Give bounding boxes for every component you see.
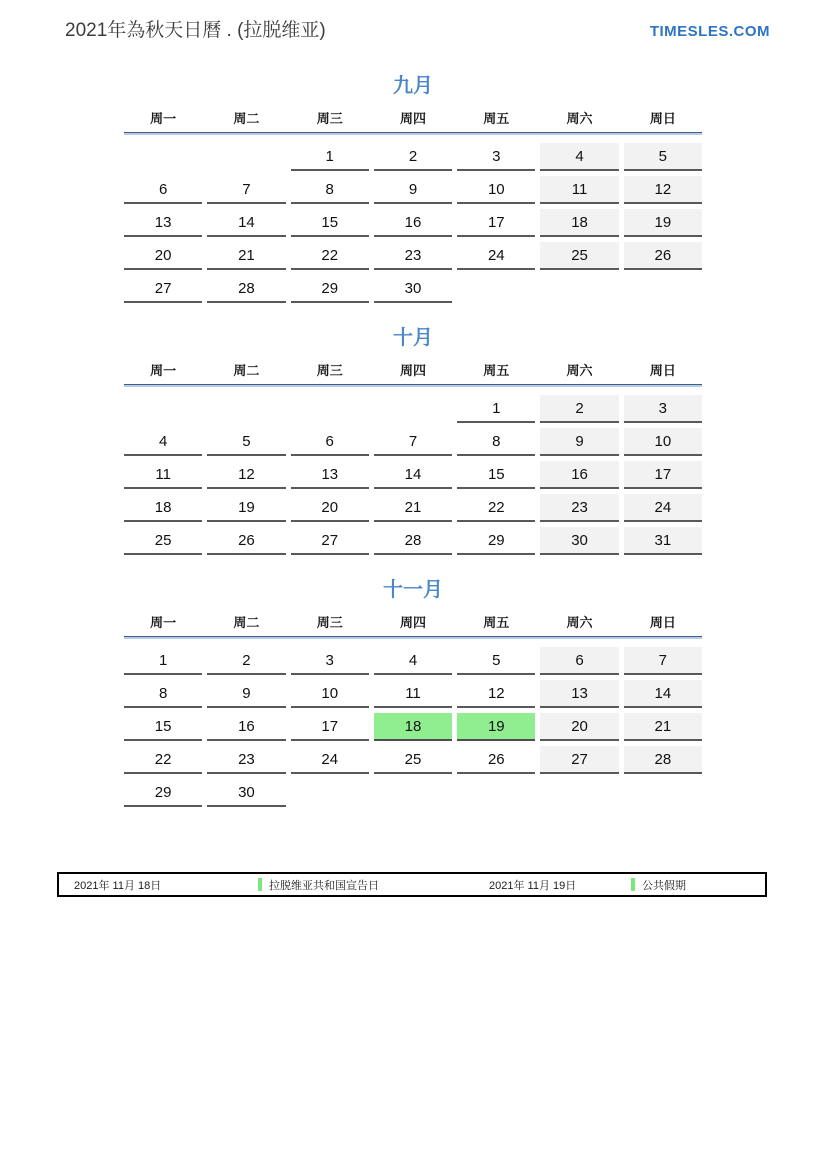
week-row bbox=[124, 395, 702, 423]
holiday-marker-icon bbox=[631, 878, 635, 891]
legend-label-1: 拉脱维亚共和国宣告日 bbox=[269, 879, 379, 892]
weekday-underline bbox=[124, 384, 702, 387]
day-cell: 12 bbox=[207, 461, 285, 489]
day-cell: 24 bbox=[457, 242, 535, 270]
page-header bbox=[0, 0, 827, 42]
day-cell: 8 bbox=[124, 680, 202, 708]
day-cell: 21 bbox=[374, 494, 452, 522]
day-cell-weekend: 21 bbox=[624, 713, 702, 741]
day-cell: 24 bbox=[291, 746, 369, 774]
week-row bbox=[124, 176, 702, 204]
day-cell: 10 bbox=[291, 680, 369, 708]
week-row bbox=[124, 461, 702, 489]
day-cell: 15 bbox=[124, 713, 202, 741]
day-cell: 13 bbox=[124, 209, 202, 237]
week-row bbox=[124, 527, 702, 555]
day-cell: 26 bbox=[207, 527, 285, 555]
day-cell: 8 bbox=[291, 176, 369, 204]
day-cell: 27 bbox=[124, 275, 202, 303]
day-cell-weekend: 27 bbox=[540, 746, 618, 774]
day-cell-holiday: 19 bbox=[457, 713, 535, 741]
day-cell: 2 bbox=[207, 647, 285, 675]
month-title: 十一月 bbox=[383, 579, 443, 601]
day-cell: 1 bbox=[124, 647, 202, 675]
weekday-label: 周三 bbox=[316, 615, 343, 630]
day-cell: 29 bbox=[457, 527, 535, 555]
weekday-label: 周五 bbox=[483, 363, 510, 378]
day-cell: 17 bbox=[291, 713, 369, 741]
weekday-label: 周六 bbox=[566, 363, 593, 378]
calendar-months bbox=[124, 74, 702, 807]
day-cell-weekend: 9 bbox=[540, 428, 618, 456]
day-cell-empty bbox=[207, 143, 285, 171]
day-cell: 12 bbox=[457, 680, 535, 708]
day-cell-weekend: 16 bbox=[540, 461, 618, 489]
month-grid bbox=[124, 395, 702, 555]
day-cell: 5 bbox=[207, 428, 285, 456]
legend-item-2 bbox=[631, 877, 686, 893]
weekday-label: 周一 bbox=[150, 111, 177, 126]
day-cell-weekend: 31 bbox=[624, 527, 702, 555]
day-cell-weekend: 2 bbox=[540, 395, 618, 423]
weekday-label: 周一 bbox=[150, 615, 177, 630]
day-cell: 11 bbox=[374, 680, 452, 708]
day-cell: 6 bbox=[124, 176, 202, 204]
day-cell: 1 bbox=[457, 395, 535, 423]
day-cell: 7 bbox=[207, 176, 285, 204]
week-row bbox=[124, 209, 702, 237]
day-cell: 3 bbox=[291, 647, 369, 675]
day-cell-weekend: 6 bbox=[540, 647, 618, 675]
month-grid bbox=[124, 647, 702, 807]
month-block-1 bbox=[124, 74, 702, 303]
day-cell: 28 bbox=[207, 275, 285, 303]
weekday-label: 周二 bbox=[233, 615, 260, 630]
month-title: 十月 bbox=[393, 327, 433, 349]
weekday-label: 周四 bbox=[399, 363, 426, 378]
day-cell-empty bbox=[624, 275, 702, 303]
week-row bbox=[124, 647, 702, 675]
weekday-label: 周五 bbox=[483, 111, 510, 126]
day-cell-empty bbox=[540, 275, 618, 303]
day-cell-weekend: 17 bbox=[624, 461, 702, 489]
day-cell: 26 bbox=[457, 746, 535, 774]
day-cell-weekend: 4 bbox=[540, 143, 618, 171]
day-cell-weekend: 12 bbox=[624, 176, 702, 204]
weekday-label: 周四 bbox=[399, 111, 426, 126]
legend-label-2: 公共假期 bbox=[642, 879, 686, 892]
day-cell: 22 bbox=[124, 746, 202, 774]
page-title: 2021年為秋天日曆 . (拉脱维亚) bbox=[65, 20, 326, 41]
week-row bbox=[124, 680, 702, 708]
day-cell-weekend: 10 bbox=[624, 428, 702, 456]
day-cell: 16 bbox=[207, 713, 285, 741]
day-cell-weekend: 19 bbox=[624, 209, 702, 237]
day-cell-holiday: 18 bbox=[374, 713, 452, 741]
day-cell-weekend: 25 bbox=[540, 242, 618, 270]
day-cell: 28 bbox=[374, 527, 452, 555]
weekday-label: 周三 bbox=[316, 363, 343, 378]
day-cell: 17 bbox=[457, 209, 535, 237]
month-title: 九月 bbox=[393, 75, 433, 97]
day-cell-weekend: 26 bbox=[624, 242, 702, 270]
day-cell: 11 bbox=[124, 461, 202, 489]
day-cell: 3 bbox=[457, 143, 535, 171]
day-cell: 14 bbox=[207, 209, 285, 237]
day-cell: 10 bbox=[457, 176, 535, 204]
day-cell-empty bbox=[291, 395, 369, 423]
day-cell-empty bbox=[374, 395, 452, 423]
holiday-marker-icon bbox=[258, 878, 262, 891]
day-cell-weekend: 23 bbox=[540, 494, 618, 522]
day-cell: 16 bbox=[374, 209, 452, 237]
day-cell-empty bbox=[457, 275, 535, 303]
weekday-label: 周日 bbox=[649, 111, 676, 126]
day-cell-empty bbox=[124, 395, 202, 423]
day-cell: 13 bbox=[291, 461, 369, 489]
week-row bbox=[124, 242, 702, 270]
day-cell: 2 bbox=[374, 143, 452, 171]
day-cell: 23 bbox=[207, 746, 285, 774]
week-row bbox=[124, 746, 702, 774]
day-cell-weekend: 18 bbox=[540, 209, 618, 237]
weekday-underline bbox=[124, 132, 702, 135]
day-cell: 27 bbox=[291, 527, 369, 555]
week-row bbox=[124, 143, 702, 171]
day-cell: 30 bbox=[207, 779, 285, 807]
day-cell-weekend: 30 bbox=[540, 527, 618, 555]
day-cell-weekend: 11 bbox=[540, 176, 618, 204]
brand-logo[interactable]: TIMESLES.COM bbox=[649, 23, 770, 40]
month-block-2 bbox=[124, 326, 702, 555]
day-cell-weekend: 24 bbox=[624, 494, 702, 522]
day-cell: 9 bbox=[374, 176, 452, 204]
day-cell-weekend: 3 bbox=[624, 395, 702, 423]
weekday-header-row bbox=[124, 111, 702, 127]
day-cell: 5 bbox=[457, 647, 535, 675]
weekday-label: 周三 bbox=[316, 111, 343, 126]
day-cell-weekend: 13 bbox=[540, 680, 618, 708]
day-cell: 19 bbox=[207, 494, 285, 522]
day-cell-weekend: 7 bbox=[624, 647, 702, 675]
day-cell: 29 bbox=[291, 275, 369, 303]
week-row bbox=[124, 428, 702, 456]
day-cell: 20 bbox=[291, 494, 369, 522]
weekday-label: 周二 bbox=[233, 363, 260, 378]
week-row bbox=[124, 779, 702, 807]
day-cell: 22 bbox=[291, 242, 369, 270]
weekday-header-row bbox=[124, 615, 702, 631]
day-cell: 15 bbox=[291, 209, 369, 237]
day-cell-empty bbox=[624, 779, 702, 807]
weekday-label: 周二 bbox=[233, 111, 260, 126]
day-cell: 14 bbox=[374, 461, 452, 489]
day-cell-empty bbox=[291, 779, 369, 807]
day-cell-weekend: 5 bbox=[624, 143, 702, 171]
legend-date-2: 2021年 11月 19日 bbox=[489, 879, 577, 892]
day-cell: 22 bbox=[457, 494, 535, 522]
day-cell-empty bbox=[374, 779, 452, 807]
weekday-label: 周四 bbox=[399, 615, 426, 630]
weekday-label: 周六 bbox=[566, 111, 593, 126]
day-cell-empty bbox=[124, 143, 202, 171]
day-cell: 7 bbox=[374, 428, 452, 456]
day-cell: 25 bbox=[374, 746, 452, 774]
month-block-3 bbox=[124, 578, 702, 807]
legend-box bbox=[57, 872, 767, 897]
day-cell: 4 bbox=[374, 647, 452, 675]
week-row bbox=[124, 275, 702, 303]
month-grid bbox=[124, 143, 702, 303]
week-row bbox=[124, 494, 702, 522]
day-cell-weekend: 14 bbox=[624, 680, 702, 708]
day-cell: 29 bbox=[124, 779, 202, 807]
week-row bbox=[124, 713, 702, 741]
day-cell-weekend: 28 bbox=[624, 746, 702, 774]
weekday-label: 周日 bbox=[649, 615, 676, 630]
day-cell: 15 bbox=[457, 461, 535, 489]
day-cell: 25 bbox=[124, 527, 202, 555]
weekday-underline bbox=[124, 636, 702, 639]
day-cell: 20 bbox=[124, 242, 202, 270]
weekday-header-row bbox=[124, 363, 702, 379]
day-cell-empty bbox=[457, 779, 535, 807]
weekday-label: 周五 bbox=[483, 615, 510, 630]
day-cell: 1 bbox=[291, 143, 369, 171]
day-cell: 18 bbox=[124, 494, 202, 522]
day-cell-weekend: 20 bbox=[540, 713, 618, 741]
day-cell: 8 bbox=[457, 428, 535, 456]
day-cell: 4 bbox=[124, 428, 202, 456]
day-cell: 6 bbox=[291, 428, 369, 456]
weekday-label: 周六 bbox=[566, 615, 593, 630]
day-cell-empty bbox=[207, 395, 285, 423]
day-cell: 23 bbox=[374, 242, 452, 270]
weekday-label: 周日 bbox=[649, 363, 676, 378]
legend-item-1 bbox=[258, 877, 379, 893]
day-cell-empty bbox=[540, 779, 618, 807]
day-cell: 21 bbox=[207, 242, 285, 270]
legend-date-1: 2021年 11月 18日 bbox=[74, 879, 162, 892]
weekday-label: 周一 bbox=[150, 363, 177, 378]
day-cell: 30 bbox=[374, 275, 452, 303]
day-cell: 9 bbox=[207, 680, 285, 708]
